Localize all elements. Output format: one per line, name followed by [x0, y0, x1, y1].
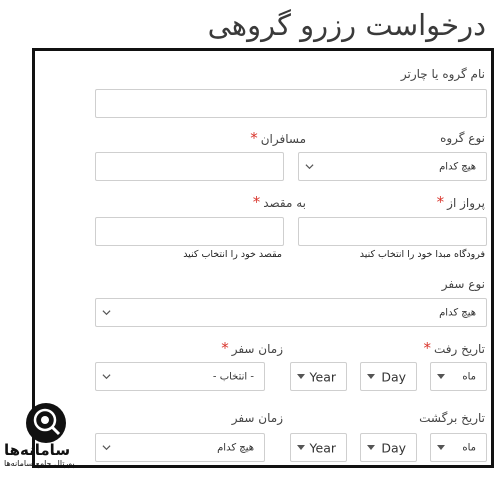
to-field[interactable]	[95, 217, 284, 246]
return-month-value: ماه	[462, 442, 476, 453]
group-type-value: هیچ کدام	[439, 161, 476, 172]
return-time-value: هیچ کدام	[217, 442, 254, 453]
departure-time-label: زمان سفر*	[221, 339, 283, 357]
to-hint: مقصد خود را انتخاب کنید	[183, 249, 282, 260]
logo-emblem-icon	[26, 403, 66, 443]
caret-down-icon	[437, 445, 445, 450]
return-time-label: زمان سفر	[231, 411, 283, 425]
passengers-field[interactable]	[95, 152, 284, 181]
logo-text: سامانه‌ها	[4, 441, 71, 459]
passengers-label: مسافران*	[250, 129, 306, 147]
chevron-down-icon	[102, 372, 111, 381]
required-marker: *	[423, 339, 431, 357]
required-marker: *	[252, 193, 261, 211]
chevron-down-icon	[102, 308, 111, 317]
chevron-down-icon	[305, 162, 314, 171]
departure-time-select[interactable]	[95, 362, 265, 391]
return-date-label: تاریخ برگشت	[419, 411, 485, 425]
page-title: درخواست رزرو گروهی	[207, 8, 486, 42]
group-type-select[interactable]	[298, 152, 487, 181]
departure-year-select[interactable]	[290, 362, 347, 391]
group-name-label: نام گروه یا چارتر	[400, 67, 485, 81]
departure-year-value: Year	[309, 369, 336, 384]
return-day-select[interactable]	[360, 433, 417, 462]
group-name-input[interactable]	[96, 90, 486, 117]
required-marker: *	[436, 193, 445, 211]
departure-day-select[interactable]	[360, 362, 417, 391]
caret-down-icon	[437, 374, 445, 379]
trip-type-label: نوع سفر	[441, 277, 485, 291]
to-input[interactable]	[96, 218, 283, 245]
group-booking-form	[32, 48, 494, 468]
departure-month-select[interactable]	[430, 362, 487, 391]
passengers-input[interactable]	[96, 153, 283, 180]
departure-day-value: Day	[381, 369, 406, 384]
required-marker: *	[221, 339, 229, 357]
departure-time-value: - انتخاب -	[212, 371, 254, 382]
required-marker: *	[250, 129, 258, 147]
from-field[interactable]	[298, 217, 487, 246]
group-name-field[interactable]	[95, 89, 487, 118]
group-type-label: نوع گروه	[440, 131, 485, 145]
logo-subtitle: پورتال جامع سامانه‌ها	[4, 459, 75, 468]
caret-down-icon	[367, 445, 375, 450]
from-hint: فرودگاه مبدا خود را انتخاب کنید	[359, 249, 485, 260]
chevron-down-icon	[102, 443, 111, 452]
departure-month-value: ماه	[462, 371, 476, 382]
to-label: به مقصد*	[252, 193, 306, 211]
caret-down-icon	[297, 445, 305, 450]
watermark-logo	[0, 403, 92, 473]
caret-down-icon	[367, 374, 375, 379]
from-input[interactable]	[299, 218, 486, 245]
return-year-select[interactable]	[290, 433, 347, 462]
departure-date-label: تاریخ رفت*	[423, 339, 485, 357]
from-label: پرواز از*	[436, 193, 485, 211]
trip-type-select[interactable]	[95, 298, 487, 327]
return-time-select[interactable]	[95, 433, 265, 462]
return-year-value: Year	[309, 440, 336, 455]
trip-type-value: هیچ کدام	[439, 307, 476, 318]
caret-down-icon	[297, 374, 305, 379]
return-day-value: Day	[381, 440, 406, 455]
return-month-select[interactable]	[430, 433, 487, 462]
